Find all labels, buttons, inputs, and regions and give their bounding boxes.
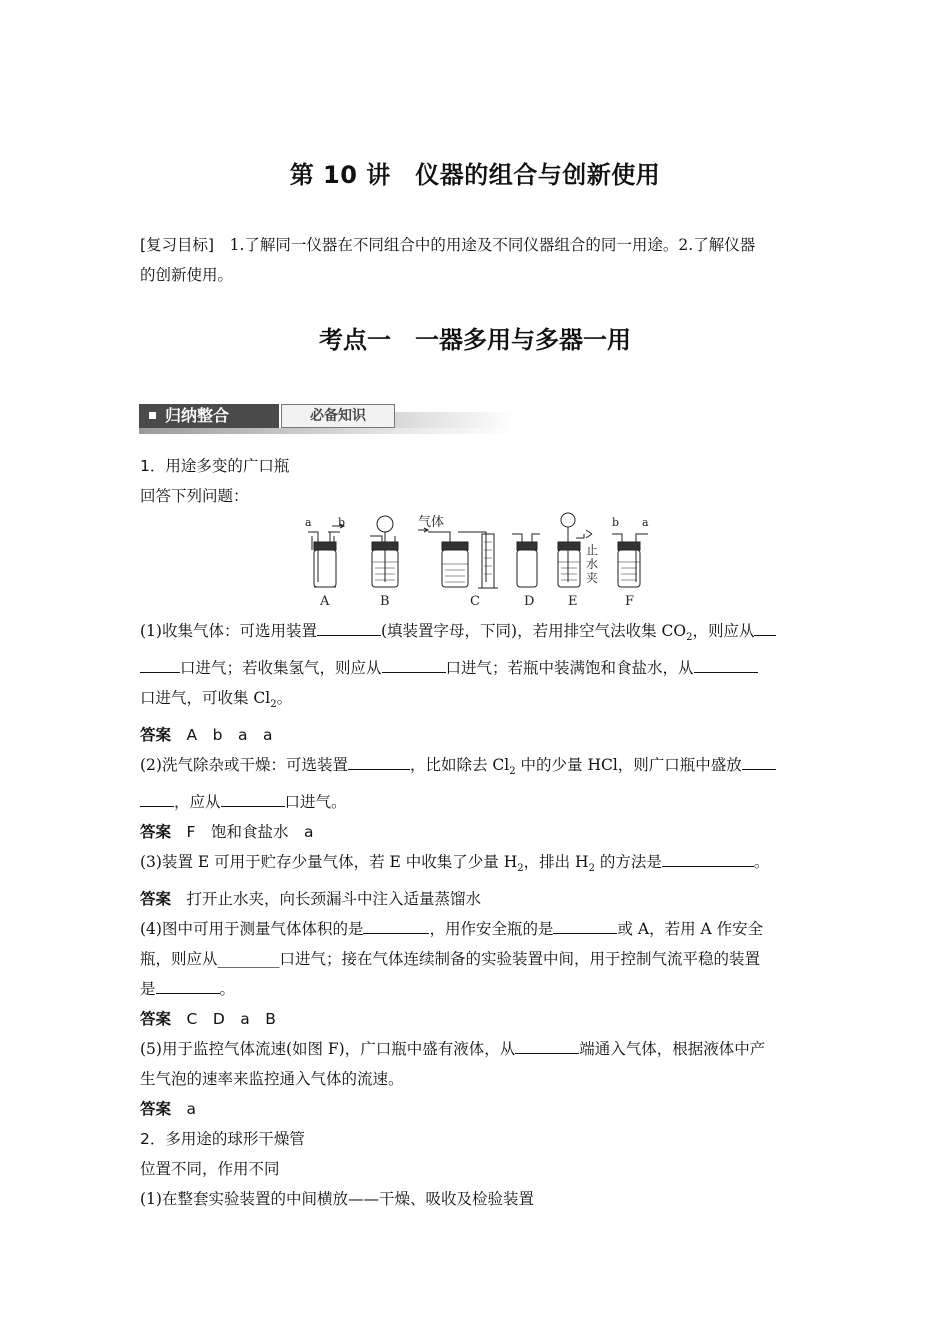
clamp-label-3: 夹: [586, 571, 599, 585]
q4-line1: (4)图中可用于测量气体体积的是 ，用作安全瓶的是 或 A，若用 A 作安全: [140, 914, 812, 944]
label-d: D: [524, 594, 535, 609]
label-b: B: [380, 594, 390, 609]
square-icon: [149, 412, 156, 419]
apparatus-e: [558, 513, 598, 587]
q1-line1: (1)收集气体：可选用装置 (填装置字母，下同)，若用排空气法收集 $CO_2$，则应从: [140, 616, 812, 653]
apparatus-a: [305, 516, 345, 587]
port-a-label: a: [305, 516, 312, 529]
wide-mouth-bottle-figure: [300, 512, 670, 612]
apparatus-d: [512, 534, 540, 587]
item1: [140, 451, 812, 511]
goal-text-line1: 1.了解同一仪器在不同组合中的用途及不同仪器组合的同一用途。2.了解仪器: [214, 236, 756, 254]
label-e: E: [568, 594, 578, 609]
q4-line2: 瓶，则应从________口进气；接在气体连续制备的实验装置中间，用于控制气流平稳的装置: [140, 950, 761, 969]
label-a: A: [320, 594, 330, 609]
label-c: C: [470, 594, 480, 609]
item2-heading: 2．多用途的球形干燥管: [140, 1130, 305, 1149]
banner-knowledge: 必备知识: [281, 404, 395, 428]
clamp-label-1: 止: [586, 543, 599, 557]
banner-summary: 归纳整合: [139, 404, 279, 428]
item2-line1: 位置不同，作用不同: [140, 1160, 280, 1179]
q5-line2: 生气泡的速率来监控通入气体的流速。: [140, 1070, 404, 1089]
q3-answer: 答案 打开止水夹，向长颈漏斗中注入适量蒸馏水: [140, 890, 482, 909]
apparatus-f: [612, 516, 649, 587]
q4-answer: 答案 C D a B: [140, 1010, 276, 1029]
port-a-label-f: a: [642, 516, 649, 529]
q2-answer: 答案 F 饱和食盐水 a: [140, 823, 314, 842]
q1-line3: 口进气，可收集 $Cl_2$。: [140, 689, 293, 711]
label-f: F: [625, 594, 635, 609]
q4-line3: 是 。: [140, 974, 812, 1004]
q5-line1: (5)用于监控气体流速(如图 F)，广口瓶中盛有液体，从 端通入气体，根据液体中产: [140, 1034, 812, 1064]
page-title: 第 10 讲 仪器的组合与创新使用: [289, 161, 661, 189]
port-b-label: b: [338, 516, 346, 529]
q5-answer: 答案 a: [140, 1100, 197, 1119]
q1-answer: 答案 A b a a: [140, 726, 273, 745]
item1-heading: 1．用途多变的广口瓶: [140, 457, 290, 475]
goal-label: [复习目标]: [140, 236, 215, 254]
clamp-label-2: 水: [586, 557, 599, 571]
question-block: [140, 616, 812, 1214]
gas-label: 气体: [418, 515, 445, 530]
goal-text-line2: 的创新使用。: [140, 266, 234, 284]
apparatus-c: [418, 514, 498, 588]
section-title: 考点一 一器多用与多器一用: [319, 326, 631, 354]
q2-line1: (2)洗气除杂或干燥：可选装置 ，比如除去 $Cl_2$ 中的少量 HCl，则广口瓶中盛放: [140, 750, 812, 787]
q3-line1: (3)装置 E 可用于贮存少量气体，若 E 中收集了少量 $H_2$，排出 $H_2$ 的方法是 。: [140, 847, 812, 884]
item1-intro: 回答下列问题：: [140, 487, 249, 505]
apparatus-b: [370, 516, 398, 587]
port-b-label-f: b: [612, 516, 620, 529]
section-banner: [139, 404, 516, 432]
q2-line2: ，应从 口进气。: [140, 787, 812, 817]
item2-line2: (1)在整套实验装置的中间横放——干燥、吸收及检验装置: [140, 1190, 534, 1209]
review-goals: [140, 230, 812, 290]
q1-line2: 口进气；若收集氢气，则应从 口进气；若瓶中装满饱和食盐水，从: [140, 653, 812, 683]
